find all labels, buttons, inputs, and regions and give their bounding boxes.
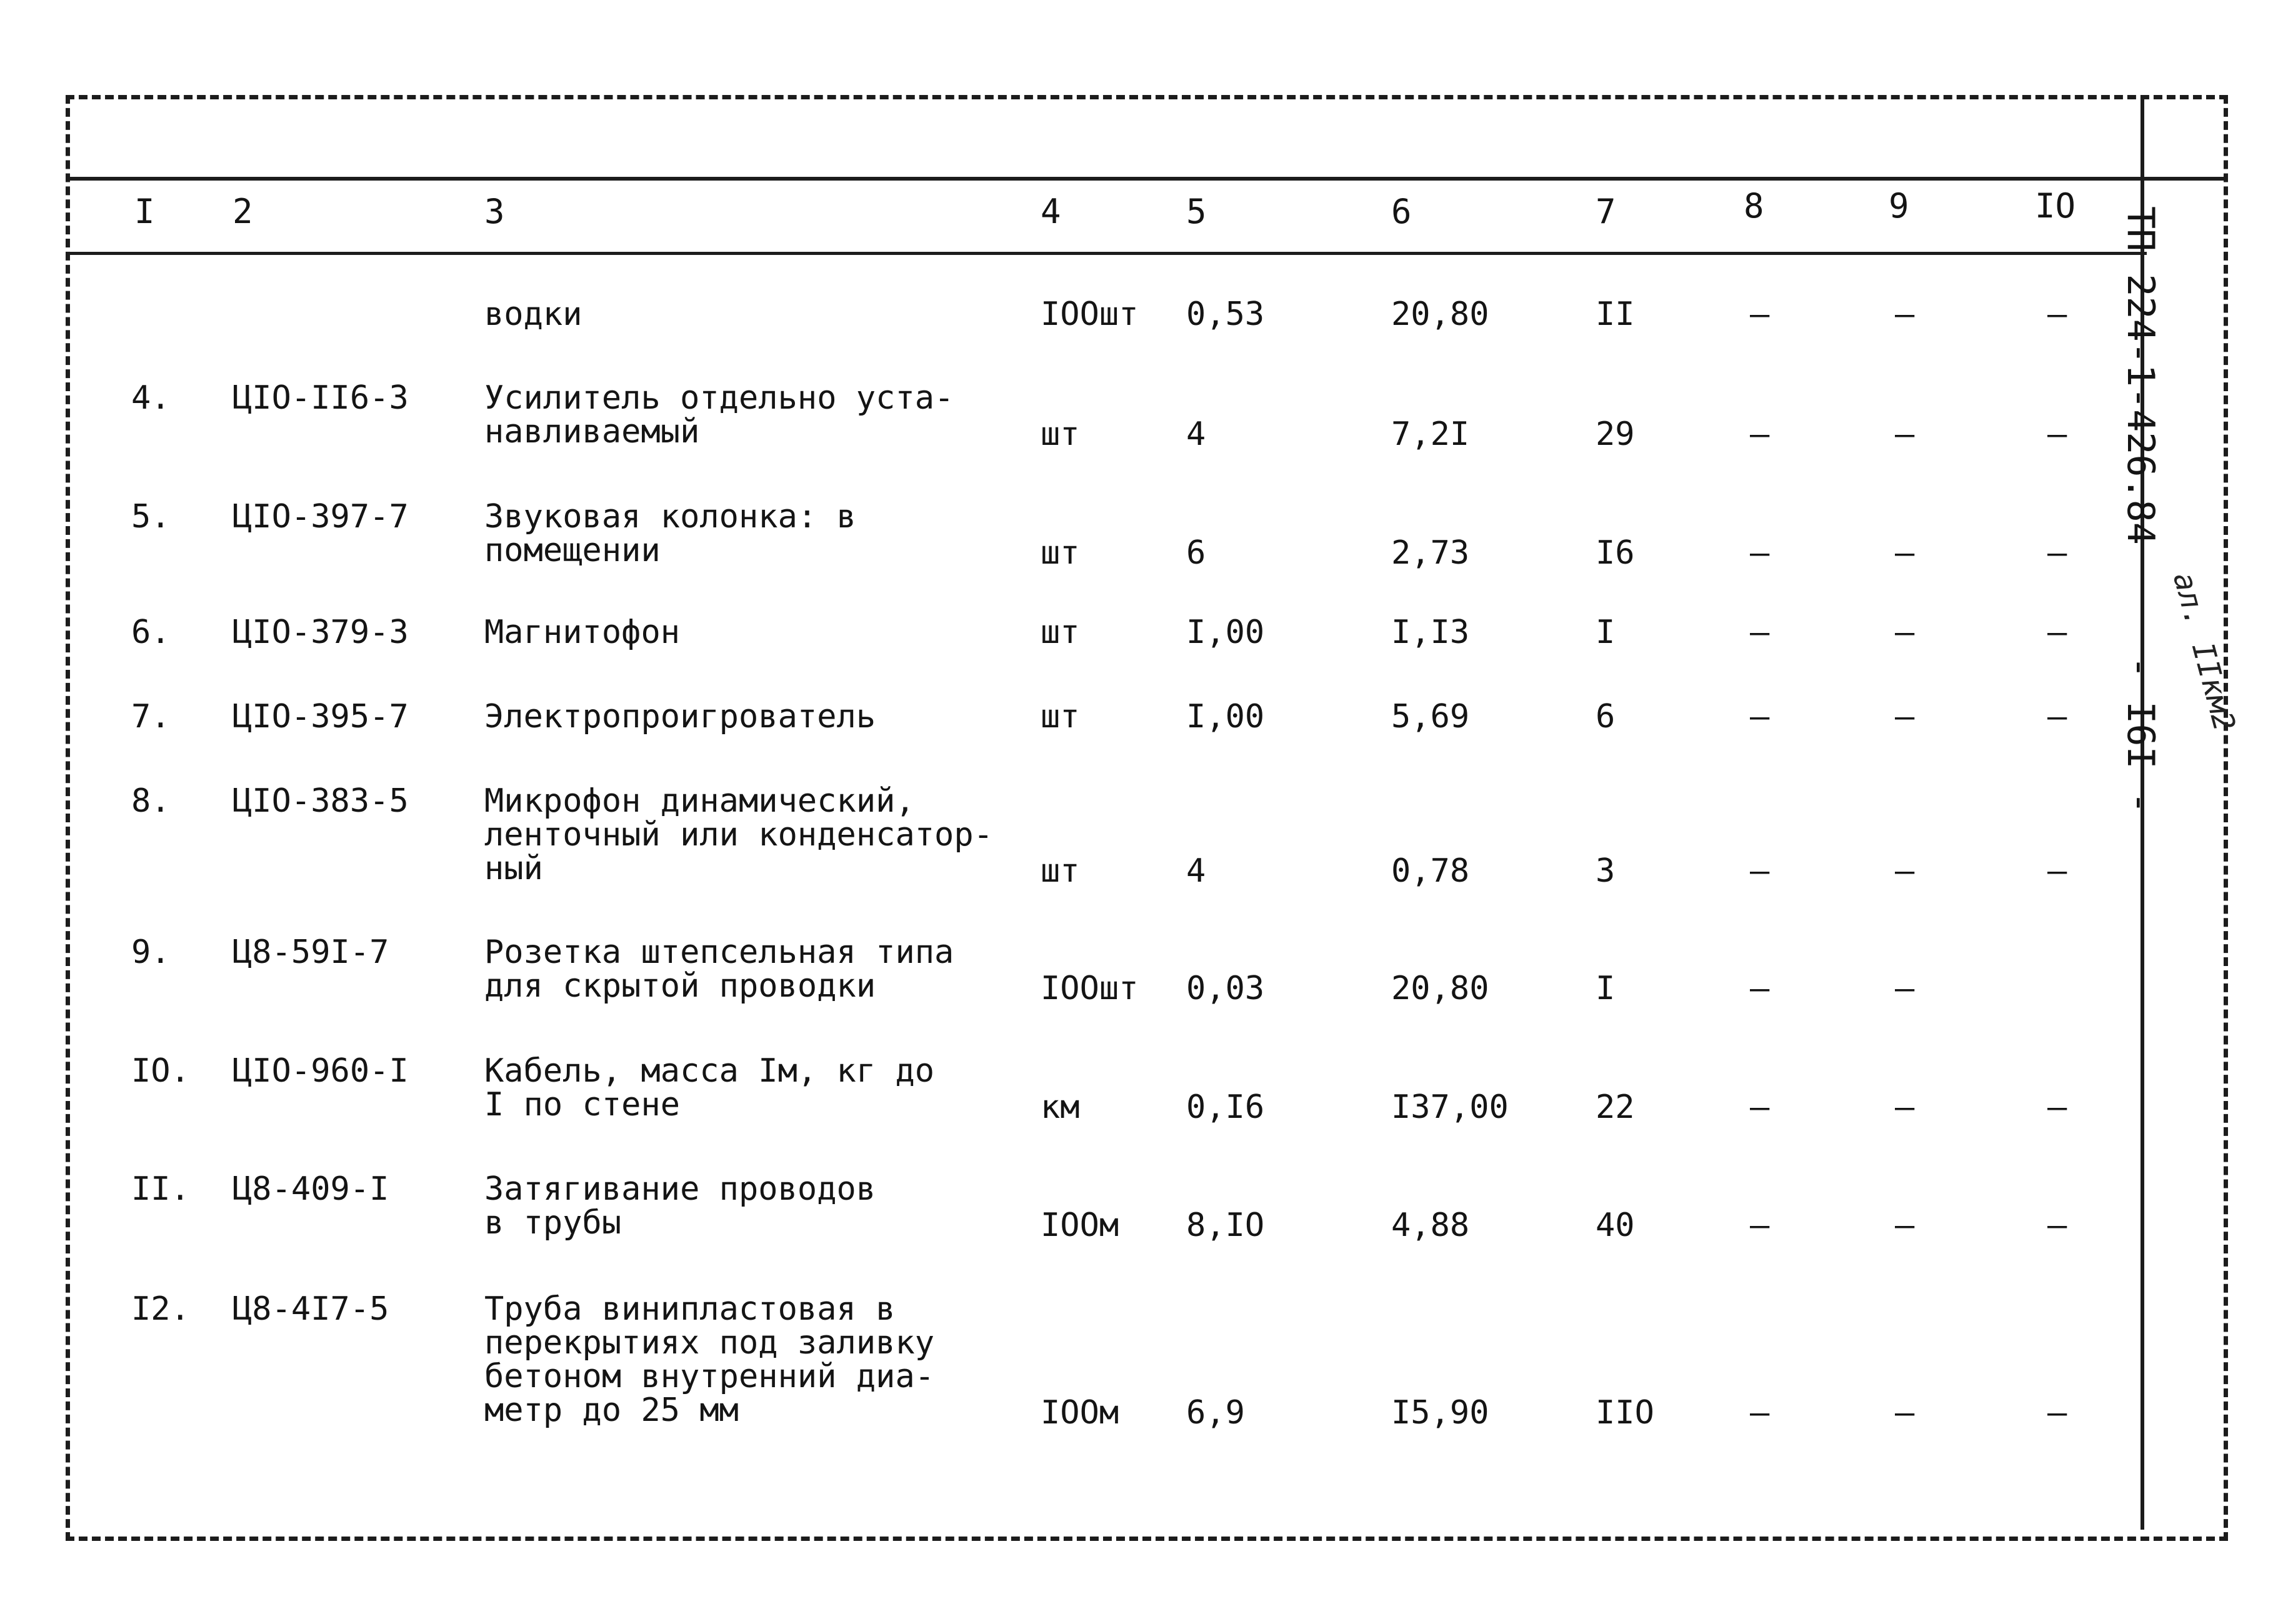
row-unit: шт [1041,852,1080,890]
row-price: I37,00 [1391,1088,1509,1126]
row-total: I6 [1596,534,1635,572]
column-header-3: 3 [484,192,505,231]
row-col10: – [2047,698,2067,735]
stamp-album-note: ал. IIкм2 [2166,569,2242,735]
row-unit: IOOм [1041,1207,1119,1244]
row-name-line: метр до 25 мм [484,1392,739,1429]
row-col10: – [2047,296,2067,333]
row-qty: 6 [1186,534,1206,572]
row-total: 3 [1596,852,1616,890]
stamp-doc-code: ТП 224-1-426.84 [2119,206,2162,545]
row-col10: – [2047,1207,2067,1244]
stamp-top-rule [2141,177,2228,181]
row-qty: 0,53 [1186,296,1265,333]
row-price: I,I3 [1391,614,1470,651]
row-name-line: Усилитель отдельно уста- [484,379,954,417]
row-col10: – [2047,614,2067,651]
row-total: I [1596,614,1616,651]
row-qty: 6,9 [1186,1394,1245,1432]
row-number: 9. [131,934,171,971]
row-total: 40 [1596,1207,1635,1244]
row-number: II. [131,1170,190,1208]
column-header-7: 7 [1596,192,1616,231]
row-col8: – [1750,416,1770,453]
row-number: 6. [131,614,171,651]
row-name-line: ный [484,850,543,887]
row-code: ЦIO-395-7 [232,698,409,735]
row-col9: – [1895,1088,1915,1126]
row-name-line: в трубы [484,1204,622,1242]
row-price: I5,90 [1391,1394,1489,1432]
header-bottom-rule [66,252,2147,255]
row-qty: I,00 [1186,614,1265,651]
row-qty: I,00 [1186,698,1265,735]
row-number: 8. [131,782,171,820]
row-number: IO. [131,1052,190,1090]
row-code: ЦIO-379-3 [232,614,409,651]
row-code: Ц8-409-I [232,1170,389,1208]
column-header-8: 8 [1744,186,1764,226]
row-price: 20,80 [1391,970,1489,1007]
row-name-line: помещении [484,532,661,569]
row-col8: – [1750,970,1770,1007]
row-col8: – [1750,534,1770,572]
row-number: 7. [131,698,171,735]
row-col8: – [1750,1394,1770,1432]
row-col8: – [1750,698,1770,735]
row-name-line: перекрытиях под заливку [484,1324,935,1362]
row-col9: – [1895,970,1915,1007]
row-col9: – [1895,416,1915,453]
header-top-rule [66,177,2147,181]
row-unit: км [1041,1088,1080,1126]
row-code: ЦIO-383-5 [232,782,409,820]
row-price: 20,80 [1391,296,1489,333]
row-code: ЦIO-II6-3 [232,379,409,417]
row-unit: IOOшт [1041,296,1139,333]
row-unit: шт [1041,416,1080,453]
row-col10: – [2047,852,2067,890]
row-price: 7,2I [1391,416,1470,453]
row-col8: – [1750,296,1770,333]
row-name-line: Электропроигрователь [484,698,876,735]
row-name-line: ленточный или конденсатор- [484,816,993,854]
row-total: 29 [1596,416,1635,453]
row-total: 22 [1596,1088,1635,1126]
row-col10: – [2047,1088,2067,1126]
row-code: ЦIO-397-7 [232,498,409,536]
stamp-page-number: - I6I - [2119,656,2162,814]
row-qty: 4 [1186,852,1206,890]
row-col10: – [2047,416,2067,453]
row-col10: – [2047,534,2067,572]
row-name-line: Розетка штепсельная типа [484,934,954,971]
row-qty: 0,I6 [1186,1088,1265,1126]
column-header-9: 9 [1889,186,1909,226]
row-total: IIO [1596,1394,1654,1432]
column-header-5: 5 [1186,192,1207,231]
row-qty: 0,03 [1186,970,1265,1007]
row-total: I [1596,970,1616,1007]
row-code: Ц8-4I7-5 [232,1290,389,1328]
row-code: Ц8-59I-7 [232,934,389,971]
row-col8: – [1750,1088,1770,1126]
row-col9: – [1895,852,1915,890]
row-col9: – [1895,534,1915,572]
column-header-2: 2 [232,192,253,231]
row-number: 5. [131,498,171,536]
row-col9: – [1895,614,1915,651]
row-total: II [1596,296,1635,333]
row-name-line: I по стене [484,1086,681,1123]
row-name-line: Звуковая колонка: в [484,498,856,536]
row-price: 0,78 [1391,852,1470,890]
row-name-line: бетоном внутренний диа- [484,1358,935,1395]
row-col8: – [1750,852,1770,890]
column-header-4: 4 [1041,192,1061,231]
row-col9: – [1895,698,1915,735]
row-price: 2,73 [1391,534,1470,572]
row-code: ЦIO-960-I [232,1052,409,1090]
row-unit: IOOм [1041,1394,1119,1432]
row-price: 5,69 [1391,698,1470,735]
row-name-line: Магнитофон [484,614,681,651]
column-header-6: 6 [1391,192,1412,231]
row-col9: – [1895,1207,1915,1244]
row-unit: IOOшт [1041,970,1139,1007]
row-price: 4,88 [1391,1207,1470,1244]
row-name-line: Кабель, масса Iм, кг до [484,1052,935,1090]
row-col8: – [1750,1207,1770,1244]
row-number: 4. [131,379,171,417]
row-qty: 8,IO [1186,1207,1265,1244]
column-header-10: IO [2035,186,2076,226]
row-name-line: Микрофон динамический, [484,782,915,820]
row-number: I2. [131,1290,190,1328]
row-name-line: водки [484,296,582,333]
row-name-line: навливаемый [484,413,700,451]
row-col8: – [1750,614,1770,651]
row-name-line: для скрытой проводки [484,967,876,1005]
row-unit: шт [1041,698,1080,735]
row-unit: шт [1041,614,1080,651]
row-col10: – [2047,1394,2067,1432]
row-col9: – [1895,296,1915,333]
row-unit: шт [1041,534,1080,572]
row-name-line: Труба винипластовая в [484,1290,896,1328]
row-col9: – [1895,1394,1915,1432]
row-qty: 4 [1186,416,1206,453]
row-name-line: Затягивание проводов [484,1170,876,1208]
column-header-1: I [134,192,155,231]
row-total: 6 [1596,698,1616,735]
